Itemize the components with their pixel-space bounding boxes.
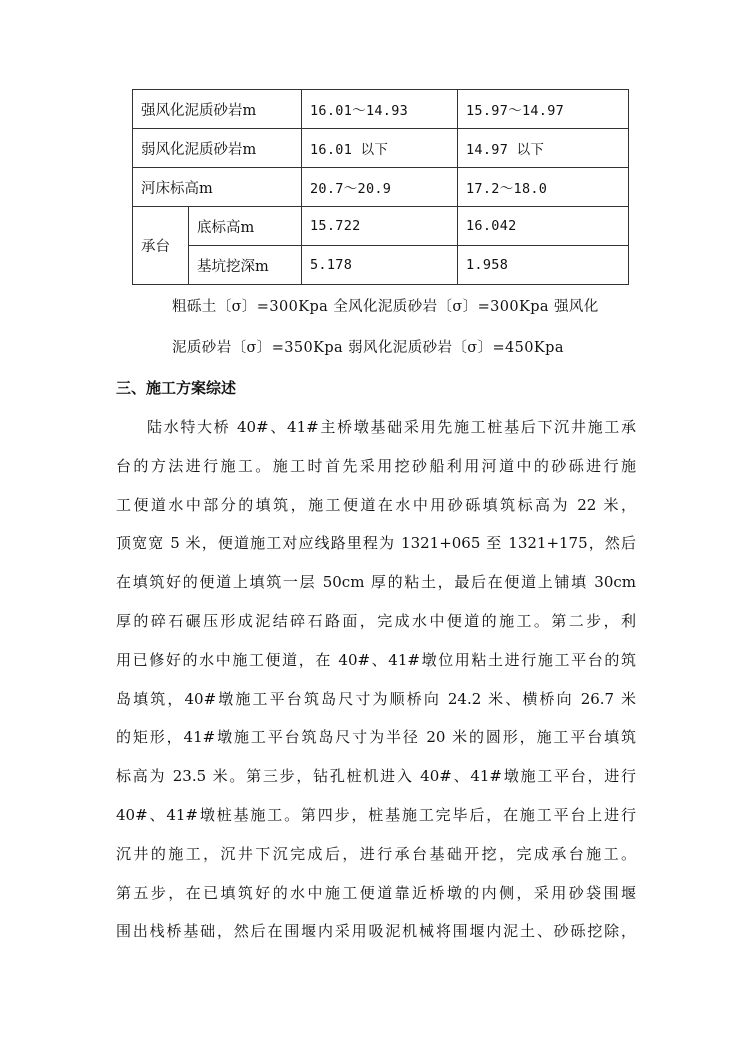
bearing-capacity-note: 粗砾土〔σ〕=300Kpa 全风化泥质砂岩〔σ〕=300Kpa 强风化 xyxy=(172,299,599,315)
paragraph-line: 的矩形，41#墩施工平台筑岛尺寸为半径 20 米的圆形，施工平台填筑 xyxy=(116,728,636,747)
paragraph-line: 陆水特大桥 40#、41#主桥墩基础采用先施工桩基后下沉井施工承 xyxy=(147,418,636,436)
table-cell: 16.01～14.93 xyxy=(302,90,458,129)
table-row xyxy=(133,168,629,207)
table-cell: 1.958 xyxy=(458,246,629,285)
table-cell: 17.2～18.0 xyxy=(458,168,629,207)
paragraph-line: 工便道水中部分的填筑，施工便道在水中用砂砾填筑标高为 22 米， xyxy=(116,495,636,514)
section-heading: 三、施工方案综述 xyxy=(116,379,237,397)
paragraph-line: 岛填筑，40#墩施工平台筑岛尺寸为顺桥向 24.2 米、横桥向 26.7 米 xyxy=(116,689,636,708)
table-row xyxy=(133,129,629,168)
table-row xyxy=(133,246,629,285)
row-label: 底标高m xyxy=(189,207,302,246)
paragraph-line: 围出栈桥基础，然后在围堰内采用吸泥机械将围堰内泥土、砂砾挖除， xyxy=(116,922,636,941)
table-cell: 20.7～20.9 xyxy=(302,168,458,207)
paragraph-line: 厚的碎石碾压形成泥结碎石路面，完成水中便道的施工。第二步，利 xyxy=(116,611,636,630)
row-label: 强风化泥质砂岩m xyxy=(133,90,302,129)
table-row xyxy=(133,207,629,246)
bearing-capacity-note: 泥质砂岩〔σ〕=350Kpa 弱风化泥质砂岩〔σ〕=450Kpa xyxy=(172,340,564,356)
body-paragraph xyxy=(116,408,636,951)
paragraph-line: 40#、41#墩桩基施工。第四步，桩基施工完毕后，在施工平台上进行 xyxy=(116,805,636,824)
row-label: 弱风化泥质砂岩m xyxy=(133,129,302,168)
paragraph-line: 标高为 23.5 米。第三步，钻孔桩机进入 40#、41#墩施工平台，进行 xyxy=(116,767,636,786)
table-cell: 14.97 以下 xyxy=(458,129,629,168)
table-cell: 16.042 xyxy=(458,207,629,246)
table-cell: 5.178 xyxy=(302,246,458,285)
paragraph-line: 在填筑好的便道上填筑一层 50cm 厚的粘土，最后在便道上铺填 30cm xyxy=(116,573,636,592)
group-label: 承台 xyxy=(133,207,189,285)
row-label: 基坑挖深m xyxy=(189,246,302,285)
paragraph-line: 台的方法进行施工。施工时首先采用挖砂船利用河道中的砂砾进行施 xyxy=(116,456,636,475)
paragraph-line: 第五步，在已填筑好的水中施工便道靠近桥墩的内侧，采用砂袋围堰 xyxy=(116,883,636,902)
table-cell: 16.01 以下 xyxy=(302,129,458,168)
paragraph-line: 顶宽宽 5 米，便道施工对应线路里程为 1321+065 至 1321+175，然后 xyxy=(116,534,636,553)
geology-elevation-table xyxy=(132,89,629,285)
paragraph-line: 沉井的施工，沉井下沉完成后，进行承台基础开挖，完成承台施工。 xyxy=(116,844,636,863)
paragraph-line: 用已修好的水中施工便道，在 40#、41#墩位用粘土进行施工平台的筑 xyxy=(116,650,636,669)
table-row xyxy=(133,90,629,129)
table-cell: 15.722 xyxy=(302,207,458,246)
table-cell: 15.97～14.97 xyxy=(458,90,629,129)
row-label: 河床标高m xyxy=(133,168,302,207)
